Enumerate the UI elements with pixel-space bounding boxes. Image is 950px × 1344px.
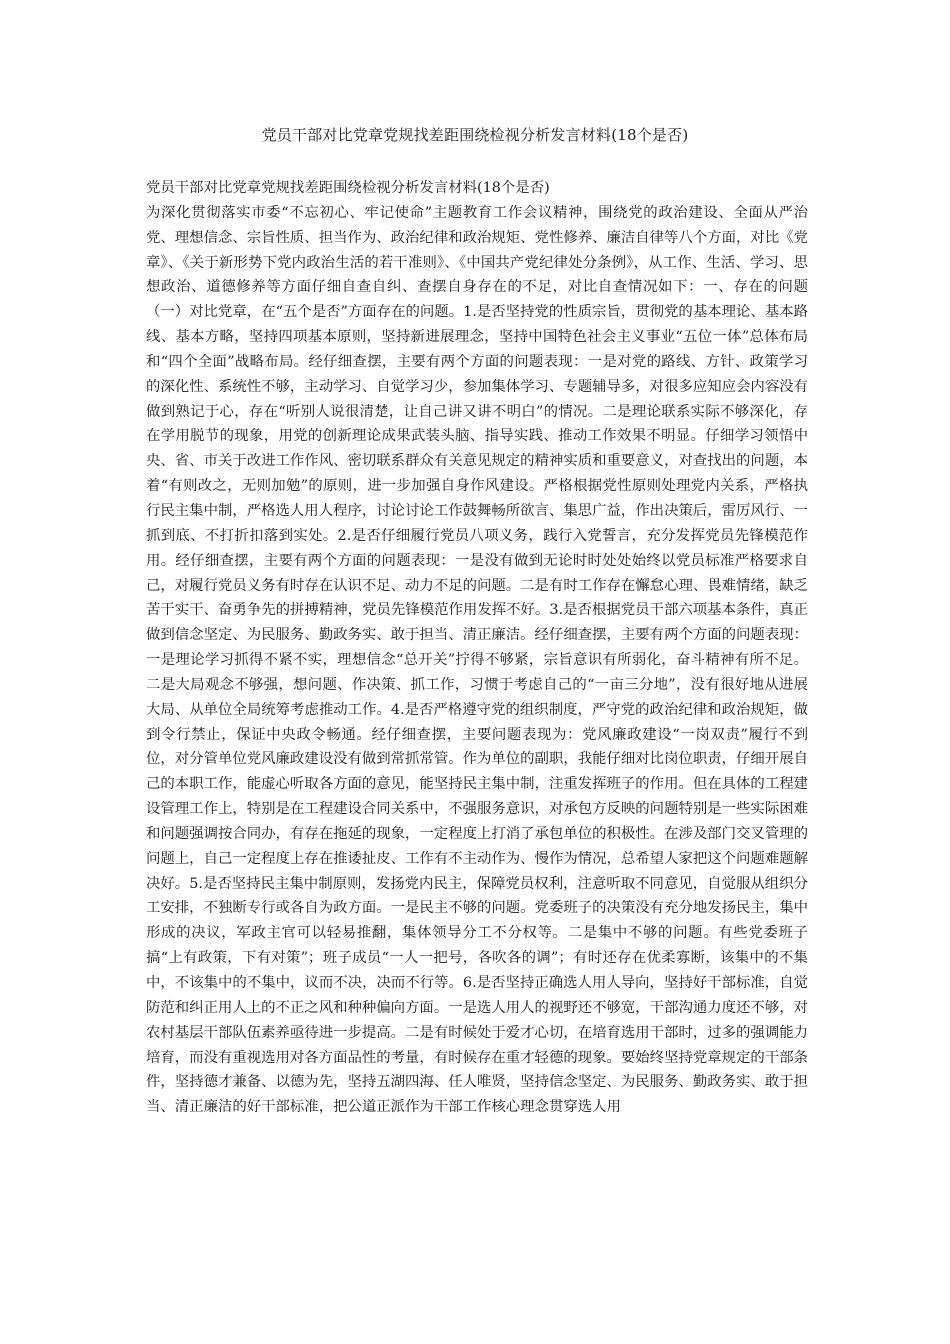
- document-title: 党员干部对比党章党规找差距围绕检视分析发言材料(18个是否): [261, 126, 689, 144]
- document-body: [146, 176, 808, 1120]
- body-heading: 党员干部对比党章党规找差距围绕检视分析发言材料(18个是否): [146, 180, 550, 196]
- body-paragraph: 为深化贯彻落实市委“不忘初心、牢记使命”主题教育工作会议精神，围绕党的政治建设、全面从严治党、理想信念、宗旨性质、担当作为、政治纪律和政治规矩、党性修养、廉洁自律等八个方面，对比《党章》、《关于新形势下党内政治生活的若干准则》、《中国共产党纪律处分条例》，从工作、生活、学习、思想政治、道德修养等方面仔细自查自纠、查摆自身存在的不足，对比自查情况如下：一、存在的问题（一）对比党章，在“五个是否”方面存在的问题。1.是否坚持党的性质宗旨，贯彻党的基本理论、基本路线、基本方略，坚持四项基本原则，坚持新进展理念，坚持中国特色社会主义事业“五位一体”总体布局和“四个全面”战略布局。经仔细查摆，主要有两个方面的问题表现：一是对党的路线、方针、政策学习的深化性、系统性不够，主动学习、自觉学习少，参加集体学习、专题辅导多，对很多应知应会内容没有做到熟记于心，存在“听别人说很清楚，让自己讲又讲不明白”的情况。二是理论联系实际不够深化，存在学用脱节的现象，用党的创新理论成果武装头脑、指导实践、推动工作效果不明显。仔细学习领悟中央、省、市关于改进工作作风、密切联系群众有关意见规定的精神实质和重要意义，对查找出的问题，本着“有则改之，无则加勉”的原则，进一步加强自身作风建设。严格根据党性原则处理党内关系，严格执行民主集中制，严格选人用人程序，讨论讨论工作鼓舞畅所欲言、集思广益，作出决策后，雷厉风行、一抓到底、不打折扣落到实处。2.是否仔细履行党员八项义务，践行入党誓言，充分发挥党员先锋模范作用。经仔细查摆，主要有两个方面的问题表现：一是没有做到无论时时处处始终以党员标准严格要求自己，对履行党员义务有时存在认识不足、动力不足的问题。二是有时工作存在懈怠心理、畏难情绪，缺乏苦干实干、奋勇争先的拼搏精神，党员先锋模范作用发挥不好。3.是否根据党员干部六项基本条件，真正做到信念坚定、为民服务、勤政务实、敢于担当、清正廉洁。经仔细查摆，主要有两个方面的问题表现：一是理论学习抓得不紧不实，理想信念“总开关”拧得不够紧，宗旨意识有所弱化，奋斗精神有所不足。二是大局观念不够强，想问题、作决策、抓工作，习惯于考虑自己的“一亩三分地”，没有很好地从进展大局、从单位全局统筹考虑推动工作。4.是否严格遵守党的组织制度，严守党的政治纪律和政治规矩，做到令行禁止，保证中央政令畅通。经仔细查摆，主要问题表现为：党风廉政建设“一岗双责”履行不到位，对分管单位党风廉政建设没有做到常抓常管。作为单位的副职，我能仔细对比岗位职责，仔细开展自己的本职工作，能虚心听取各方面的意见，能坚持民主集中制，注重发挥班子的作用。但在具体的工程建设管理工作上，特别是在工程建设合同关系中，不强服务意识，对承包方反映的问题特别是一些实际困难和问题强调按合同办，有存在拖延的现象，一定程度上打消了承包单位的积极性。在涉及部门交叉管理的问题上，自己一定程度上存在推诿扯皮、工作有不主动作为、慢作为情况，总希望人家把这个问题难题解决好。5.是否坚持民主集中制原则，发扬党内民主，保障党员权利，注意听取不同意见，自觉服从组织分工安排，不独断专行或各自为政方面。一是民主不够的问题。党委班子的决策没有充分地发扬民主，集中形成的决议，军政主官可以轻易推翻，集体领导分工不分权等。二是集中不够的问题。有些党委班子搞“上有政策，下有对策”；班子成员“一人一把号，各吹各的调”；有时还存在优柔寡断，该集中的不集中，不该集中的不集中，议而不决，决而不行等。6.是否坚持正确选人用人导向，坚持好干部标准，自觉防范和纠正用人上的不正之风和种种偏向方面。一是选人用人的视野还不够宽，干部沟通力度还不够，对农村基层干部队伍素养亟待进一步提高。二是有时候处于爱才心切，在培育选用干部时，过多的强调能力培育，而没有重视选用对各方面品性的考量，有时候存在重才轻德的现象。要始终坚持党章规定的干部条件，坚持德才兼备、以德为先，坚持五湖四海、任人唯贤，坚持信念坚定、为民服务、勤政务实、敢于担当、清正廉洁的好干部标准，把公道正派作为干部工作核心理念贯穿选人用: [146, 204, 808, 1116]
